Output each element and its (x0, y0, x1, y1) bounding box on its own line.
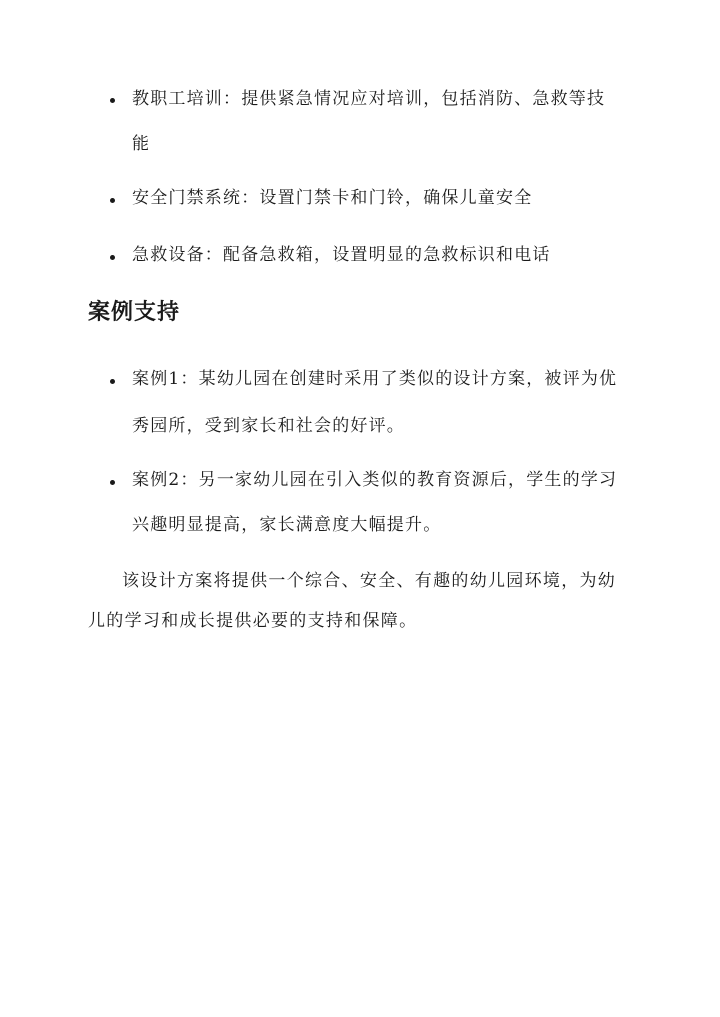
bullet-dot (110, 98, 115, 103)
bullet-dot (110, 480, 115, 485)
list-item-text: 安全门禁系统：设置门禁卡和门铃，确保儿童安全 (132, 188, 533, 208)
section-heading: 案例支持 (88, 299, 181, 325)
bullet-dot (110, 198, 115, 203)
paragraph-line: 儿的学习和成长提供必要的支持和保障。 (88, 611, 418, 631)
paragraph-line: 该设计方案将提供一个综合、安全、有趣的幼儿园环境，为幼 (122, 571, 617, 591)
bullet-dot (110, 255, 115, 260)
list-item-text-continued: 能 (132, 134, 151, 154)
bullet-dot (110, 379, 115, 384)
list-item-text: 急救设备：配备急救箱，设置明显的急救标识和电话 (132, 245, 551, 265)
list-item-text: 案例1：某幼儿园在创建时采用了类似的设计方案，被评为优 (132, 369, 618, 389)
list-item-text: 案例2：另一家幼儿园在引入类似的教育资源后，学生的学习 (132, 470, 618, 490)
list-item-text: 教职工培训：提供紧急情况应对培训，包括消防、急救等技 (132, 89, 606, 109)
list-item-text-continued: 兴趣明显提高，家长满意度大幅提升。 (132, 515, 442, 535)
list-item-text-continued: 秀园所，受到家长和社会的好评。 (132, 416, 405, 436)
